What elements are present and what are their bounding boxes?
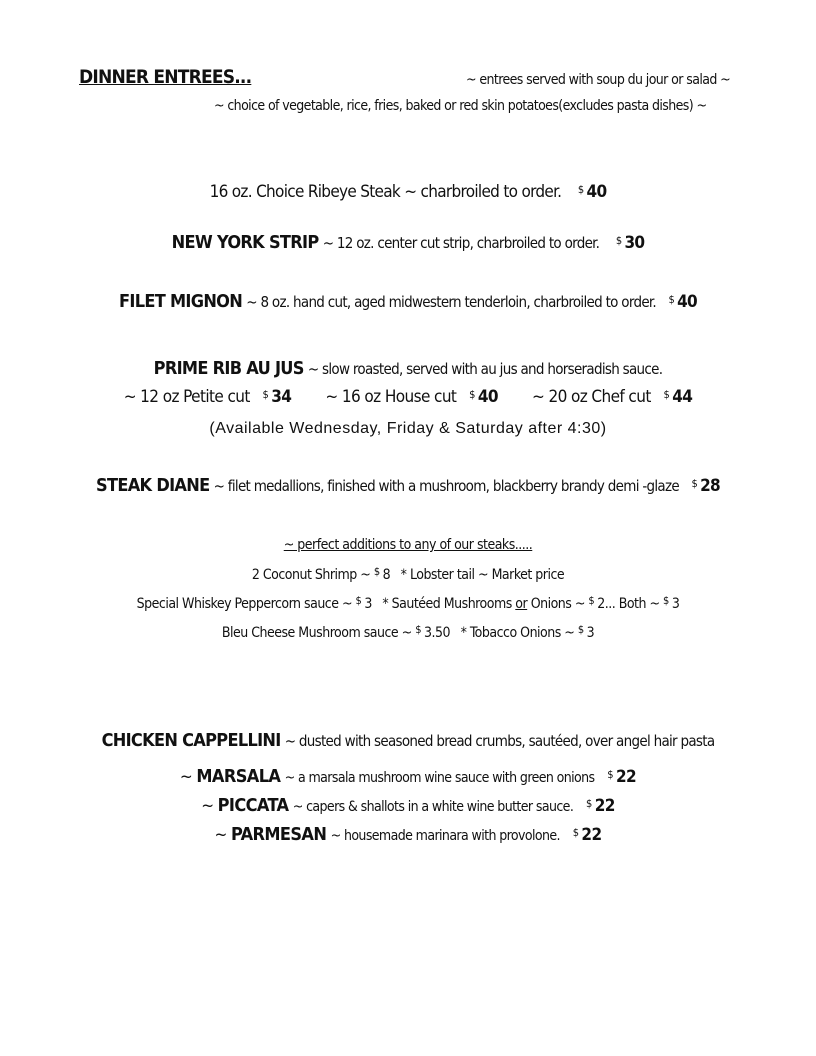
addition-price: 2... <box>597 596 616 612</box>
addition-onions: Onions ~ <box>530 596 585 612</box>
currency-symbol: $ <box>691 477 698 490</box>
filet-desc: ~ 8 oz. hand cut, aged midwestern tenderloin, charbroiled to order. <box>246 293 656 311</box>
addition-coconut-shrimp: 2 Coconut Shrimp ~ <box>251 567 371 583</box>
menu-item-ny-strip <box>0 232 816 253</box>
currency-symbol: $ <box>469 388 475 401</box>
ny-strip-desc: ~ 12 oz. center cut strip, charbroiled to order. <box>322 234 600 252</box>
prime-rib-cut-label: ~ 16 oz House cut <box>325 387 457 407</box>
currency-symbol: $ <box>588 594 595 607</box>
prime-rib-cuts <box>0 387 816 407</box>
variation-desc: ~ capers & shallots in a white wine butter sauce. <box>292 799 574 815</box>
addition-bleu-cheese-sauce: Bleu Cheese Mushroom sauce ~ <box>221 625 412 641</box>
ribeye-price: 40 <box>586 182 607 202</box>
prime-rib-cut-label: ~ 12 oz Petite cut <box>123 387 250 407</box>
filet-name: FILET MIGNON <box>119 291 243 312</box>
additions-line-2 <box>0 594 816 612</box>
chicken-variation-piccata <box>0 795 816 816</box>
currency-symbol: $ <box>607 768 613 781</box>
addition-price: 3 <box>671 596 680 612</box>
ribeye-text: 16 oz. Choice Ribeye Steak ~ charbroiled to order. <box>209 182 562 202</box>
prime-rib-desc: ~ slow roasted, served with au jus and horseradish sauce. <box>307 360 663 378</box>
prime-rib-cut-price: 40 <box>477 387 498 407</box>
currency-symbol: $ <box>663 594 669 607</box>
addition-both: Both ~ <box>618 596 660 612</box>
addition-or: or <box>515 596 528 612</box>
steak-diane-desc: ~ filet medallions, finished with a mushroom, blackberry brandy demi -glaze <box>213 477 679 495</box>
currency-symbol: $ <box>572 826 579 839</box>
variation-desc: ~ housemade marinara with provolone. <box>330 828 560 844</box>
chicken-name: CHICKEN CAPPELLINI <box>101 730 281 751</box>
steak-diane-price: 28 <box>700 476 720 496</box>
chicken-desc: ~ dusted with seasoned bread crumbs, sautéed, over angel hair pasta <box>284 732 715 750</box>
variation-prefix: ~ <box>201 796 214 816</box>
ny-strip-price: 30 <box>624 233 645 253</box>
prime-rib-cut-price: 34 <box>271 387 292 407</box>
currency-symbol: $ <box>663 388 670 401</box>
currency-symbol: $ <box>577 183 584 196</box>
variation-name: PARMESAN <box>230 824 327 845</box>
chicken-variation-marsala <box>0 766 816 787</box>
currency-symbol: $ <box>355 594 362 607</box>
variation-desc: ~ a marsala mushroom wine sauce with green onions <box>284 770 595 786</box>
chicken-variation-parmesan <box>0 824 816 845</box>
menu-item-ribeye <box>0 182 816 202</box>
variation-price: 22 <box>581 825 602 845</box>
additions-line-1 <box>0 565 816 583</box>
currency-symbol: $ <box>615 234 622 247</box>
page-title: DINNER ENTREES... <box>79 66 252 88</box>
addition-price: 3.50 <box>424 625 451 641</box>
prime-rib-name: PRIME RIB AU JUS <box>153 358 304 379</box>
variation-prefix: ~ <box>179 767 193 787</box>
addition-tobacco-onions: * Tobacco Onions ~ <box>460 625 575 641</box>
menu-item-prime-rib <box>0 358 816 379</box>
currency-symbol: $ <box>262 388 269 401</box>
additions-heading: ~ perfect additions to any of our steaks..... <box>283 537 533 553</box>
prime-rib-cut-label: ~ 20 oz Chef cut <box>531 387 651 407</box>
currency-symbol: $ <box>668 293 675 306</box>
variation-price: 22 <box>616 767 637 787</box>
variation-name: MARSALA <box>196 766 281 787</box>
addition-lobster-tail: * Lobster tail ~ Market price <box>400 567 565 583</box>
addition-peppercorn-sauce: Special Whiskey Peppercorn sauce ~ <box>136 596 353 612</box>
menu-item-chicken-cappellini <box>0 730 816 751</box>
entree-note-sides: ~ choice of vegetable, rice, fries, baked or red skin potatoes(excludes pasta dishes) ~ <box>214 98 707 114</box>
steak-diane-name: STEAK DIANE <box>96 475 210 496</box>
filet-price: 40 <box>677 292 697 312</box>
menu-item-steak-diane <box>0 475 816 496</box>
currency-symbol: $ <box>577 623 584 636</box>
addition-price: 3 <box>364 596 372 612</box>
variation-prefix: ~ <box>214 825 227 845</box>
variation-name: PICCATA <box>217 795 289 816</box>
ny-strip-name: NEW YORK STRIP <box>171 232 319 253</box>
entree-note-soup-salad: ~ entrees served with soup du jour or salad ~ <box>466 72 731 88</box>
addition-sauteed-mushrooms: * Sautéed Mushrooms <box>382 596 512 612</box>
prime-rib-availability: (Available Wednesday, Friday & Saturday after 4:30) <box>209 420 607 437</box>
currency-symbol: $ <box>586 797 592 810</box>
menu-item-filet-mignon <box>0 291 816 312</box>
prime-rib-cut-price: 44 <box>672 387 693 407</box>
addition-price: 8 <box>382 567 391 583</box>
addition-price: 3 <box>586 625 595 641</box>
additions-line-3 <box>0 623 816 641</box>
currency-symbol: $ <box>373 565 380 578</box>
variation-price: 22 <box>594 796 615 816</box>
currency-symbol: $ <box>415 623 422 636</box>
